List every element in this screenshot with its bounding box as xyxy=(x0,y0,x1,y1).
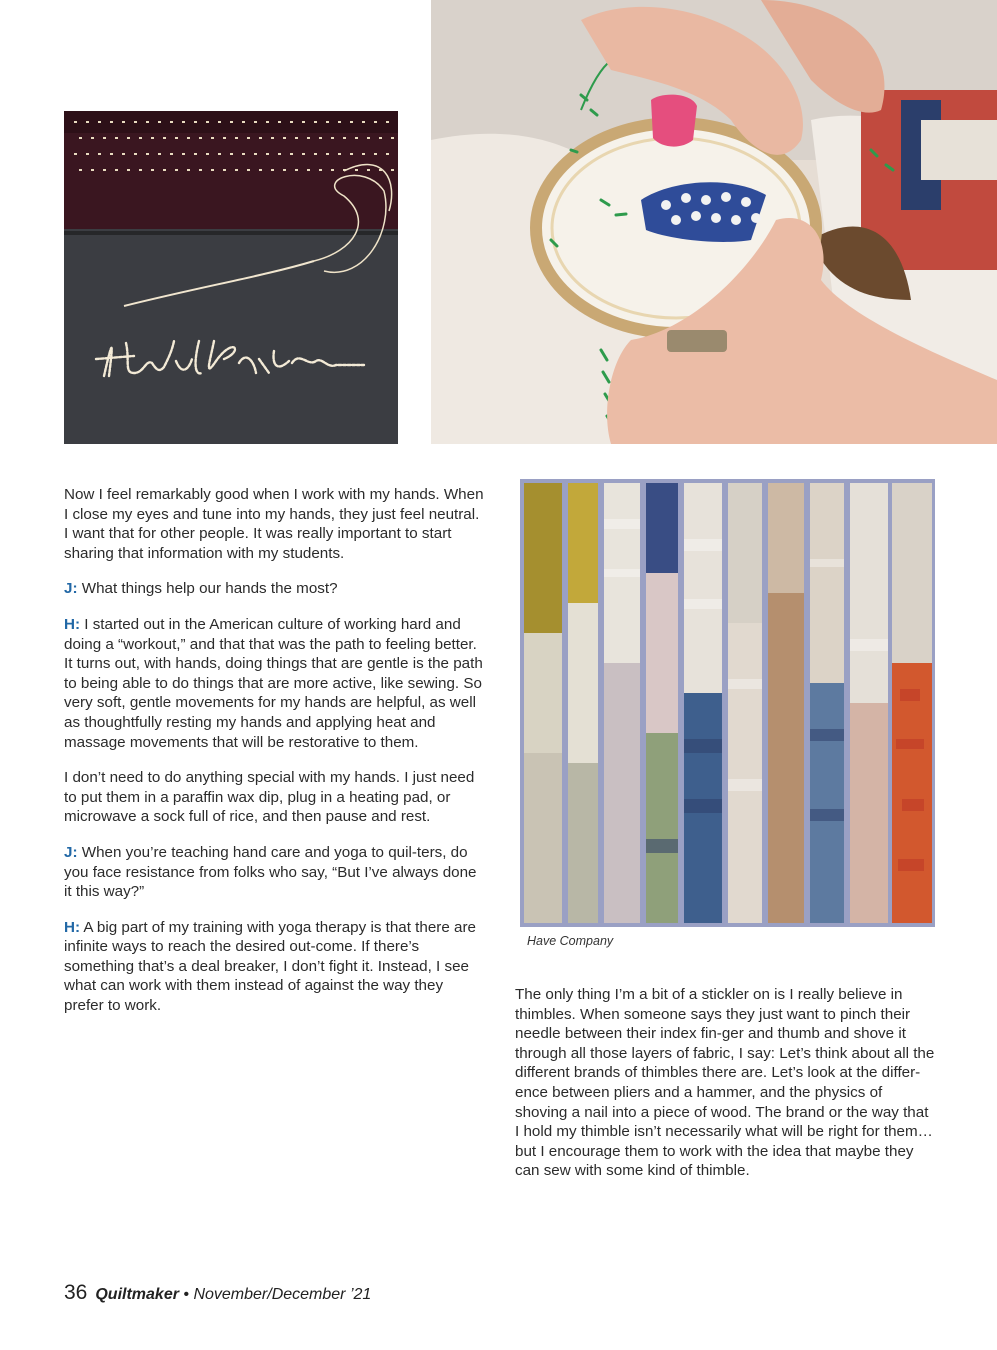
quilt-photo-art xyxy=(520,479,935,927)
paragraph-3: I don’t need to do anything special with my hands. I just need to put them in a paraffin wax dip, plug in a heating pad, or microwave a sock full of rice, and then pause and rest. xyxy=(64,769,475,826)
speaker-label-j: J: xyxy=(64,843,78,861)
speaker-label-j: J: xyxy=(64,580,78,598)
hoop-stitching-photo xyxy=(431,0,997,444)
answer-1 xyxy=(64,615,486,752)
intro-paragraph: Now I feel remarkably good when I work with my hands. When I close my eyes and tune into my hands, they just feel neutral. I want that for other people. It was really important to start sharing that information with my students. xyxy=(64,486,484,562)
page-number: 36 xyxy=(64,1281,88,1304)
speaker-label-h: H: xyxy=(64,615,81,633)
footer-separator: • xyxy=(178,1286,194,1303)
signature-photo xyxy=(64,111,398,444)
signature-photo-art xyxy=(64,111,398,444)
issue-date: November/December ’21 xyxy=(193,1286,372,1303)
thimble-paragraph: The only thing I’m a bit of a stickler on is I really believe in thimbles. When someone says they just want to pinch their needle between their index fin-ger and thumb and shove it through all those layers of fabric, I say: Let’s think about all the different brands of thimbles there are. Let’s look at the differ-ence between pliers and a hammer, and the physics of shoving a nail into a piece of wood. The brand or the way that I hold my thimble isn’t necessarily what will be right for them…but I encourage them to work with the idea that maybe they can sew with some kind of thimble. xyxy=(515,986,935,1180)
answer-1-text: I started out in the American culture of working hard and doing a “workout,” and that that was the path to feeling better. It turns out, with hands, doing things that are gentle is the path to being able to do things that are more active, like sewing. So very soft, gentle movements for my hands are helpful, as well as thoughtfully resting my hands and applying heat and massage movements that will be restorative to them. xyxy=(64,615,483,751)
question-2-text: When you’re teaching hand care and yoga to quil-ters, do you face resistance from folks who say, “But I’ve always done it this way?” xyxy=(64,843,477,901)
answer-2 xyxy=(64,918,486,1016)
left-text-column xyxy=(64,485,486,1032)
quilt-photo xyxy=(520,479,935,927)
page-footer xyxy=(64,1281,371,1305)
speaker-label-h: H: xyxy=(64,918,81,936)
quilt-caption: Have Company xyxy=(527,934,614,948)
question-1 xyxy=(64,579,486,599)
magazine-name: Quiltmaker xyxy=(95,1286,179,1303)
question-1-text: What things help our hands the most? xyxy=(77,580,338,598)
answer-2-text: A big part of my training with yoga therapy is that there are infinite ways to reach the desired out-come. If there’s something that’s a deal breaker, I don’t fight it. Instead, I see what can work with them instead of against the way they prefer to work. xyxy=(64,918,476,1015)
question-2 xyxy=(64,843,486,902)
hoop-photo-art xyxy=(431,0,997,444)
right-text-column xyxy=(515,985,935,1197)
